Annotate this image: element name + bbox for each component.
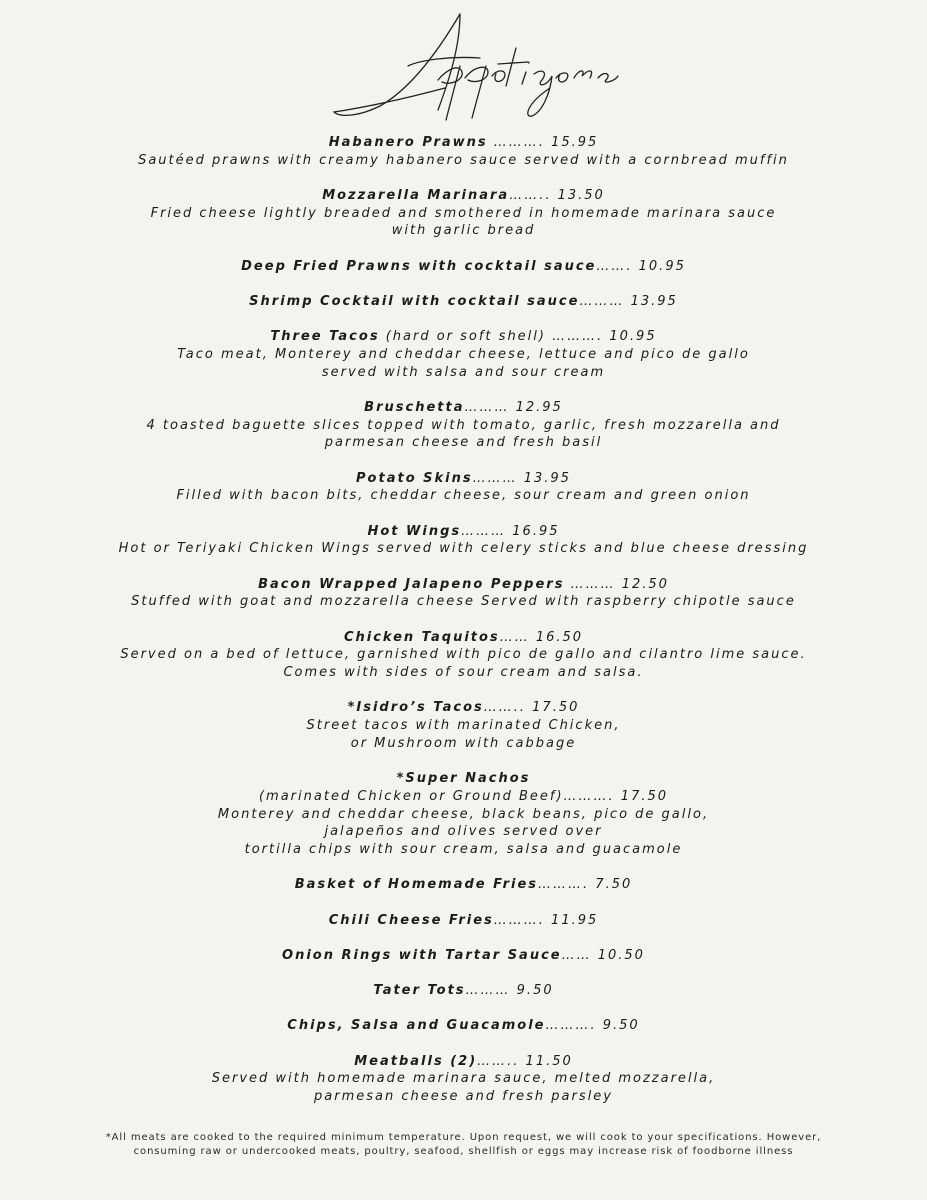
menu-item: [0, 629, 927, 682]
menu-item-description: Fried cheese lightly breaded and smothered in homemade marinara sauce: [150, 205, 777, 221]
menu-item-description: Served with homemade marinara sauce, melted mozzarella,: [211, 1071, 716, 1087]
menu-item-name: Super Nachos: [405, 771, 531, 787]
page-title: [0, 112, 927, 113]
menu-item-name: Bruschetta: [364, 400, 465, 415]
menu-item-heading: [0, 876, 927, 894]
menu-item-prefix: *: [396, 771, 406, 787]
menu-item-heading: [0, 1017, 927, 1035]
menu-item-price: ……… 9.50: [465, 983, 554, 999]
menu-item-price: …….. 13.50: [509, 188, 605, 203]
menu-item-description: or Mushroom with cabbage: [350, 735, 577, 751]
menu-item: [0, 470, 927, 505]
menu-item-name: Onion Rings with Tartar Sauce: [282, 947, 562, 963]
menu-item: [0, 699, 927, 752]
menu-item-description: with garlic bread: [391, 223, 536, 239]
menu-item-name: Isidro’s Tacos: [356, 700, 484, 716]
menu-item: [0, 770, 927, 859]
menu-item-note: (hard or soft shell): [379, 329, 553, 345]
menu-item: [0, 258, 927, 276]
menu-item-name: Basket of Homemade Fries: [294, 877, 539, 893]
menu-item-description: Filled with bacon bits, cheddar cheese, sour cream and green onion: [176, 488, 751, 504]
menu-item-name: Three Tacos: [270, 329, 380, 345]
menu-item-description: Comes with sides of sour cream and salsa.: [283, 665, 644, 681]
menu-item-description: Hot or Teriyaki Chicken Wings served with celery sticks and blue cheese dressing: [118, 541, 809, 557]
menu-item-heading: [0, 576, 927, 594]
menu-item-price: ……… 13.95: [472, 470, 571, 486]
page-header: [0, 0, 927, 130]
menu-item-price: ………. 7.50: [538, 877, 633, 893]
menu-item-price: ……… 16.95: [461, 523, 560, 539]
appetizers-script-title: [320, 8, 620, 123]
menu-item-price: …… 10.50: [561, 947, 645, 963]
menu-item-price: ………. 15.95: [487, 135, 599, 150]
menu-item-heading: [0, 328, 927, 346]
menu-item: [0, 912, 927, 930]
menu-item-name: Tater Tots: [373, 983, 466, 999]
menu-item: [0, 576, 927, 611]
menu-item-name: Bacon Wrapped Jalapeno Peppers: [258, 576, 565, 592]
menu-item-heading: [0, 912, 927, 930]
menu-item-heading: [0, 399, 927, 417]
menu-item-heading: [0, 699, 927, 717]
menu-item-heading: [0, 1053, 927, 1071]
menu-item-description: 4 toasted baguette slices topped with tomato, garlic, fresh mozzarella and: [146, 417, 781, 433]
menu-item-name: Chips, Salsa and Guacamole: [287, 1018, 546, 1034]
menu-item-price: …….. 17.50: [483, 700, 580, 716]
menu-item-name: Meatballs (2): [354, 1053, 478, 1069]
menu-item-price: ………. 11.95: [493, 912, 599, 928]
menu-item-heading: [0, 187, 927, 205]
menu-item-name: Chicken Taquitos: [343, 629, 500, 645]
menu-item: [0, 1053, 927, 1106]
menu-item-price: …….. 11.50: [477, 1053, 573, 1069]
menu-item: [0, 399, 927, 452]
menu-item-price: ……… 12.95: [464, 400, 563, 415]
menu-item-price: ……. 10.95: [596, 258, 686, 274]
menu-item-description: Stuffed with goat and mozzarella cheese Served with raspberry chipotle sauce: [131, 594, 796, 610]
menu-item-name: Habanero Prawns: [328, 135, 488, 150]
menu-item-price: ………. 9.50: [545, 1018, 640, 1034]
menu-item-name: Hot Wings: [367, 523, 462, 539]
menu-item-name: Deep Fried Prawns with cocktail sauce: [241, 258, 597, 274]
menu-item-price: ……… 13.95: [579, 294, 678, 309]
menu-item-description: parmesan cheese and fresh parsley: [314, 1089, 613, 1105]
menu-item-description: Sautéed prawns with creamy habanero sauce served with a cornbread muffin: [138, 152, 789, 168]
menu-item: [0, 876, 927, 894]
menu-item-price: …… 16.50: [499, 629, 584, 645]
footnote: [0, 1131, 927, 1158]
menu-item-prefix: *: [347, 700, 357, 716]
menu-item-heading: [0, 770, 927, 788]
menu-item-heading: [0, 982, 927, 1000]
menu-item-description: tortilla chips with sour cream, salsa and guacamole: [244, 841, 683, 857]
menu-item-heading: [0, 947, 927, 965]
footnote-line: *All meats are cooked to the required minimum temperature. Upon request, we will cook to your specifications. However,: [105, 1132, 822, 1143]
menu-item-price: ……… 12.50: [564, 576, 669, 592]
menu-item: [0, 947, 927, 965]
menu-item: [0, 187, 927, 240]
menu-item-heading: [0, 629, 927, 647]
menu-item-description: Monterey and cheddar cheese, black beans, pico de gallo,: [217, 806, 710, 822]
menu-item-description: parmesan cheese and fresh basil: [324, 435, 603, 451]
menu-item-description: Taco meat, Monterey and cheddar cheese, lettuce and pico de gallo: [177, 347, 750, 362]
menu-item-name: Potato Skins: [356, 470, 473, 486]
menu-item-heading: [0, 258, 927, 276]
menu-item: [0, 293, 927, 311]
menu-item-heading: [0, 134, 927, 152]
menu-item: [0, 982, 927, 1000]
menu-item: [0, 328, 927, 381]
menu-item-heading: [0, 523, 927, 541]
menu-item: [0, 523, 927, 558]
menu-item-description: served with salsa and sour cream: [321, 364, 606, 380]
menu-item-name: Mozzarella Marinara: [322, 188, 510, 203]
menu-item-heading: [0, 293, 927, 311]
menu-item-description: (marinated Chicken or Ground Beef)………. 17.50: [258, 788, 669, 804]
menu-item: [0, 1017, 927, 1035]
menu-item: [0, 134, 927, 169]
footnote-line: consuming raw or undercooked meats, poultry, seafood, shellfish or eggs may increase risk of foodborne illness: [133, 1145, 794, 1157]
menu-item-name: Chili Cheese Fries: [328, 912, 494, 928]
menu-item-description: Street tacos with marinated Chicken,: [306, 718, 621, 734]
appetizer-list: [0, 134, 927, 1106]
menu-item-description: Served on a bed of lettuce, garnished with pico de gallo and cilantro lime sauce.: [120, 647, 807, 663]
menu-item-price: ………. 10.95: [552, 329, 657, 345]
menu-item-name: Shrimp Cocktail with cocktail sauce: [249, 294, 580, 309]
menu-item-heading: [0, 470, 927, 488]
menu-item-description: jalapeños and olives served over: [324, 824, 603, 840]
